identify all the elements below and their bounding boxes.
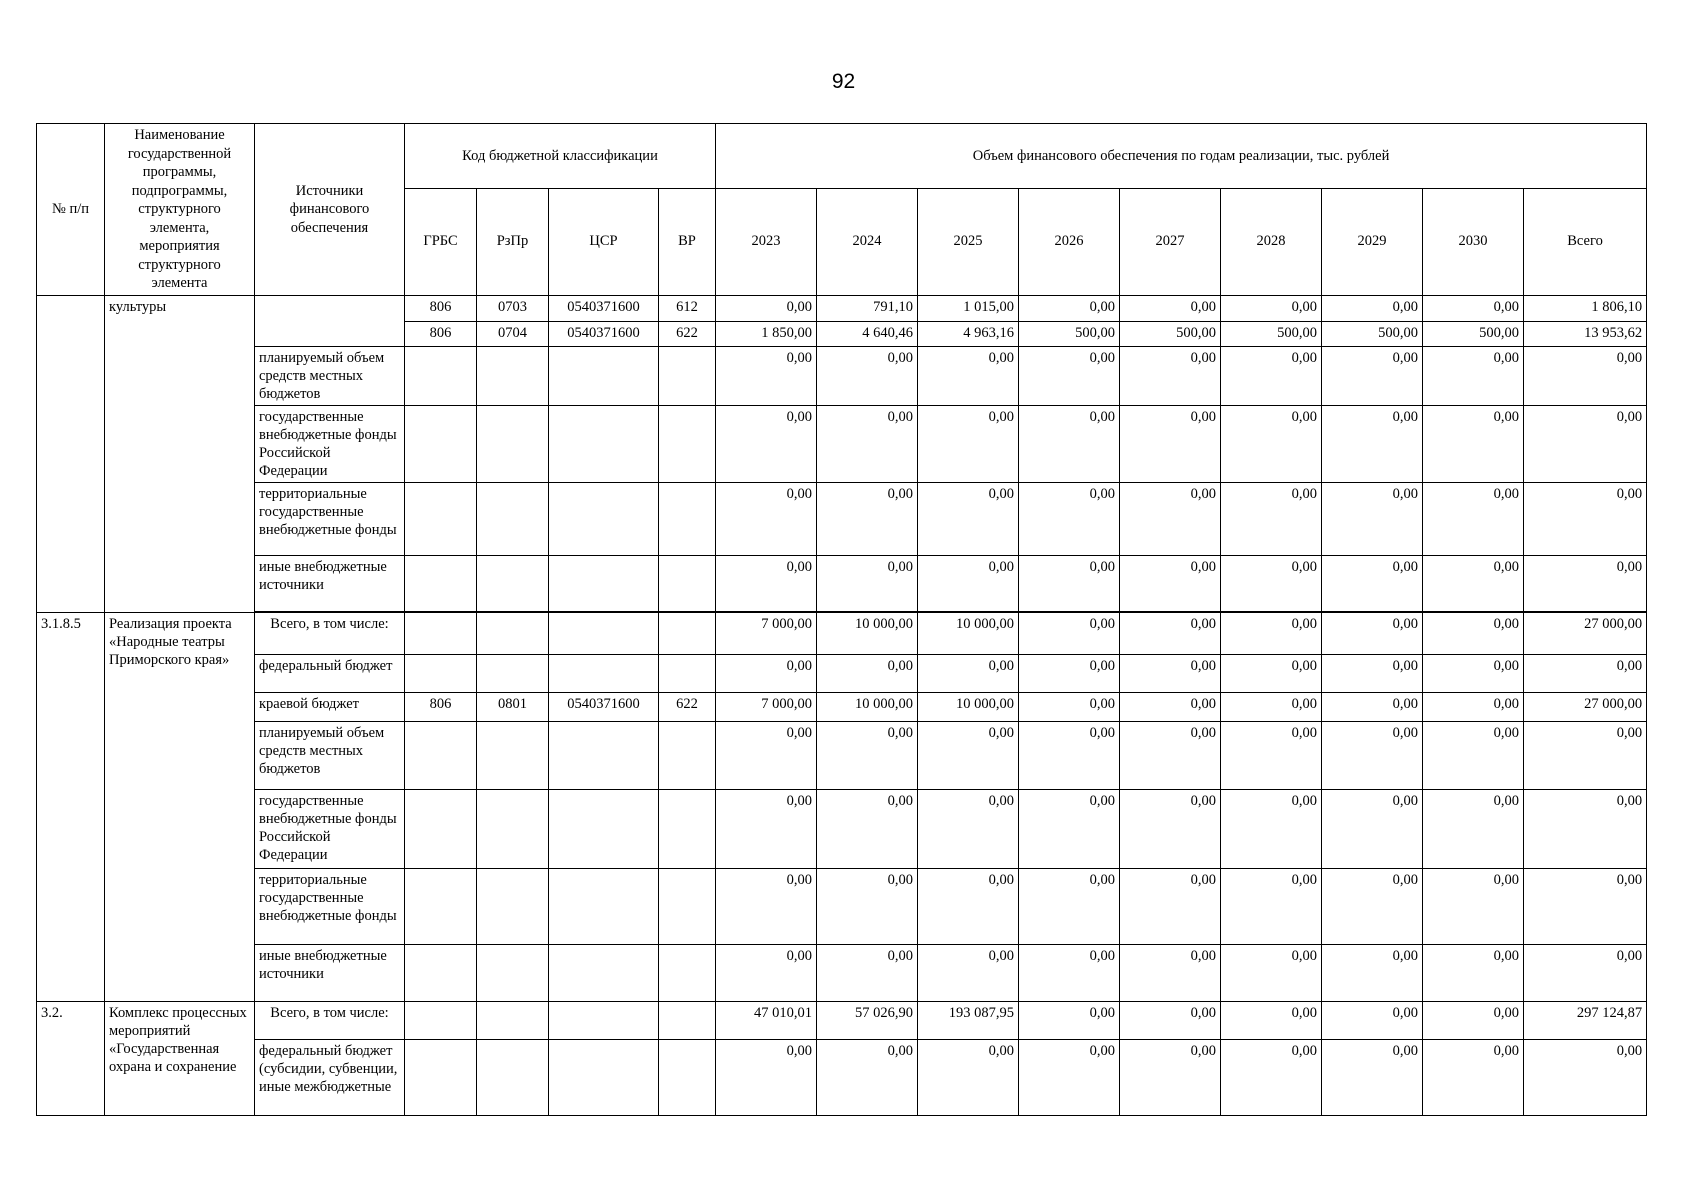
cell-value: 0,00 [1322, 482, 1423, 555]
cell-vr [659, 654, 716, 692]
cell-rzpr [477, 1001, 549, 1039]
cell-total: 0,00 [1524, 789, 1647, 868]
cell-vr [659, 405, 716, 482]
cell-value: 0,00 [1019, 295, 1120, 321]
cell-value: 0,00 [1120, 482, 1221, 555]
cell-value: 0,00 [1322, 612, 1423, 654]
cell-value: 0,00 [918, 346, 1019, 405]
cell-value: 0,00 [716, 1039, 817, 1115]
cell-value: 500,00 [1120, 321, 1221, 346]
cell-value: 0,00 [1322, 789, 1423, 868]
cell-value: 0,00 [1322, 692, 1423, 721]
cell-value: 0,00 [716, 482, 817, 555]
cell-grbs [405, 868, 477, 944]
cell-value: 0,00 [817, 1039, 918, 1115]
cell-grbs [405, 555, 477, 611]
cell-csr [549, 868, 659, 944]
cell-value: 0,00 [1423, 721, 1524, 789]
page-number: 92 [831, 70, 856, 93]
cell-grbs [405, 721, 477, 789]
cell-value: 0,00 [1322, 1039, 1423, 1115]
row-source: государственные внебюджетные фонды Российской Федерации [255, 789, 405, 868]
cell-value: 0,00 [817, 405, 918, 482]
cell-value: 0,00 [1120, 868, 1221, 944]
cell-vr: 612 [659, 295, 716, 321]
header-rzpr: РзПр [477, 188, 549, 295]
cell-total: 13 953,62 [1524, 321, 1647, 346]
cell-value: 0,00 [1423, 346, 1524, 405]
cell-value: 0,00 [1322, 654, 1423, 692]
cell-total: 27 000,00 [1524, 612, 1647, 654]
cell-csr [549, 555, 659, 611]
cell-value: 0,00 [716, 789, 817, 868]
header-year: 2024 [817, 188, 918, 295]
cell-value: 0,00 [1322, 295, 1423, 321]
cell-value: 0,00 [1120, 721, 1221, 789]
cell-value: 500,00 [1019, 321, 1120, 346]
cell-value: 0,00 [1221, 789, 1322, 868]
cell-value: 0,00 [1322, 944, 1423, 1001]
cell-value: 0,00 [1019, 405, 1120, 482]
row-source: федеральный бюджет [255, 654, 405, 692]
cell-csr [549, 721, 659, 789]
cell-value: 0,00 [716, 721, 817, 789]
cell-value: 4 640,46 [817, 321, 918, 346]
cell-value: 0,00 [1120, 346, 1221, 405]
cell-vr: 622 [659, 692, 716, 721]
cell-value: 0,00 [1019, 721, 1120, 789]
cell-grbs [405, 1039, 477, 1115]
cell-value: 0,00 [1322, 1001, 1423, 1039]
cell-value: 0,00 [1120, 612, 1221, 654]
header-year: 2029 [1322, 188, 1423, 295]
cell-value: 193 087,95 [918, 1001, 1019, 1039]
cell-value: 0,00 [817, 944, 918, 1001]
cell-value: 0,00 [918, 482, 1019, 555]
cell-rzpr: 0704 [477, 321, 549, 346]
cell-value: 0,00 [817, 346, 918, 405]
cell-value: 0,00 [1019, 346, 1120, 405]
cell-value: 0,00 [1423, 944, 1524, 1001]
header-num: № п/п [37, 124, 105, 296]
table-row [37, 1039, 1647, 1115]
cell-value: 0,00 [1221, 692, 1322, 721]
cell-value: 1 850,00 [716, 321, 817, 346]
table-row [37, 654, 1647, 692]
cell-value: 0,00 [1322, 405, 1423, 482]
cell-value: 0,00 [817, 868, 918, 944]
cell-rzpr [477, 1039, 549, 1115]
cell-vr [659, 868, 716, 944]
cell-vr [659, 721, 716, 789]
cell-csr [549, 346, 659, 405]
row-source: федеральный бюджет (субсидии, субвенции, иные межбюджетные [255, 1039, 405, 1115]
cell-csr: 0540371600 [549, 295, 659, 321]
cell-value: 0,00 [1019, 654, 1120, 692]
cell-rzpr [477, 868, 549, 944]
row-source: планируемый объем средств местных бюджетов [255, 346, 405, 405]
cell-value: 0,00 [1019, 789, 1120, 868]
cell-value: 0,00 [918, 789, 1019, 868]
header-year: 2028 [1221, 188, 1322, 295]
cell-value: 7 000,00 [716, 692, 817, 721]
cell-value: 0,00 [1019, 944, 1120, 1001]
cell-value: 0,00 [716, 555, 817, 611]
cell-value: 0,00 [1221, 405, 1322, 482]
cell-rzpr [477, 346, 549, 405]
row-name: культуры [105, 295, 255, 612]
cell-value: 0,00 [1423, 1001, 1524, 1039]
cell-value: 57 026,90 [817, 1001, 918, 1039]
cell-total: 0,00 [1524, 482, 1647, 555]
cell-value: 0,00 [716, 654, 817, 692]
cell-rzpr: 0801 [477, 692, 549, 721]
cell-total: 1 806,10 [1524, 295, 1647, 321]
cell-rzpr [477, 612, 549, 654]
cell-value: 0,00 [716, 346, 817, 405]
cell-total: 0,00 [1524, 405, 1647, 482]
cell-value: 0,00 [1423, 405, 1524, 482]
cell-value: 4 963,16 [918, 321, 1019, 346]
header-year: 2026 [1019, 188, 1120, 295]
header-sources: Источники финансового обеспечения [255, 124, 405, 296]
cell-value: 0,00 [1120, 1039, 1221, 1115]
header-year: 2023 [716, 188, 817, 295]
cell-value: 0,00 [1221, 1039, 1322, 1115]
row-num: 3.2. [37, 1001, 105, 1115]
cell-value: 0,00 [1221, 944, 1322, 1001]
cell-value: 0,00 [1423, 555, 1524, 611]
cell-vr [659, 612, 716, 654]
cell-value: 0,00 [1221, 721, 1322, 789]
cell-value: 0,00 [1120, 1001, 1221, 1039]
cell-value: 0,00 [1019, 1039, 1120, 1115]
cell-vr [659, 555, 716, 611]
row-source: иные внебюджетные источники [255, 944, 405, 1001]
cell-value: 0,00 [1221, 346, 1322, 405]
cell-total: 297 124,87 [1524, 1001, 1647, 1039]
cell-value: 0,00 [1423, 868, 1524, 944]
cell-rzpr: 0703 [477, 295, 549, 321]
row-source: государственные внебюджетные фонды Российской Федерации [255, 405, 405, 482]
cell-csr [549, 405, 659, 482]
cell-value: 0,00 [1120, 944, 1221, 1001]
budget-table [36, 123, 1647, 1116]
cell-value: 0,00 [1019, 868, 1120, 944]
cell-total: 0,00 [1524, 555, 1647, 611]
cell-rzpr [477, 654, 549, 692]
cell-value: 0,00 [716, 868, 817, 944]
cell-value: 0,00 [817, 789, 918, 868]
header-csr: ЦСР [549, 188, 659, 295]
table-row [37, 405, 1647, 482]
header-vr: ВР [659, 188, 716, 295]
cell-csr [549, 944, 659, 1001]
cell-csr [549, 612, 659, 654]
cell-value: 0,00 [1423, 482, 1524, 555]
cell-value: 791,10 [817, 295, 918, 321]
table-row [37, 1001, 1647, 1039]
header-volume: Объем финансового обеспечения по годам реализации, тыс. рублей [716, 124, 1647, 189]
cell-value: 0,00 [1221, 868, 1322, 944]
cell-grbs [405, 654, 477, 692]
header-year: 2030 [1423, 188, 1524, 295]
row-source: территориальные государственные внебюджетные фонды [255, 868, 405, 944]
cell-total: 0,00 [1524, 1039, 1647, 1115]
cell-csr: 0540371600 [549, 321, 659, 346]
row-name: Реализация проекта «Народные театры Приморского края» [105, 612, 255, 1001]
cell-rzpr [477, 944, 549, 1001]
cell-grbs: 806 [405, 692, 477, 721]
cell-vr [659, 482, 716, 555]
cell-value: 0,00 [1322, 346, 1423, 405]
cell-total: 27 000,00 [1524, 692, 1647, 721]
cell-grbs [405, 612, 477, 654]
cell-grbs [405, 346, 477, 405]
table-row [37, 868, 1647, 944]
cell-value: 0,00 [1221, 295, 1322, 321]
cell-csr [549, 1001, 659, 1039]
header-year: 2027 [1120, 188, 1221, 295]
cell-grbs: 806 [405, 295, 477, 321]
cell-value: 0,00 [1120, 295, 1221, 321]
cell-value: 0,00 [918, 405, 1019, 482]
cell-value: 0,00 [1322, 868, 1423, 944]
cell-value: 0,00 [817, 555, 918, 611]
cell-value: 0,00 [1120, 555, 1221, 611]
table-row [37, 346, 1647, 405]
cell-value: 0,00 [1423, 789, 1524, 868]
cell-value: 0,00 [1322, 721, 1423, 789]
cell-grbs [405, 944, 477, 1001]
cell-value: 0,00 [1120, 692, 1221, 721]
cell-value: 0,00 [1423, 692, 1524, 721]
cell-total: 0,00 [1524, 721, 1647, 789]
cell-value: 500,00 [1322, 321, 1423, 346]
table-row [37, 482, 1647, 555]
table-row [37, 692, 1647, 721]
cell-value: 7 000,00 [716, 612, 817, 654]
row-source: Всего, в том числе: [255, 1001, 405, 1039]
row-source: иные внебюджетные источники [255, 555, 405, 611]
cell-total: 0,00 [1524, 868, 1647, 944]
cell-rzpr [477, 405, 549, 482]
cell-csr [549, 654, 659, 692]
cell-value: 0,00 [918, 944, 1019, 1001]
cell-value: 0,00 [1120, 654, 1221, 692]
cell-value: 10 000,00 [918, 612, 1019, 654]
cell-value: 0,00 [1221, 555, 1322, 611]
cell-value: 0,00 [918, 654, 1019, 692]
row-source: Всего, в том числе: [255, 612, 405, 654]
cell-grbs [405, 405, 477, 482]
cell-value: 0,00 [918, 555, 1019, 611]
cell-value: 0,00 [918, 868, 1019, 944]
row-source: планируемый объем средств местных бюджетов [255, 721, 405, 789]
cell-value: 0,00 [1423, 295, 1524, 321]
cell-value: 0,00 [918, 1039, 1019, 1115]
table-row [37, 555, 1647, 611]
row-num: 3.1.8.5 [37, 612, 105, 1001]
table-row [37, 612, 1647, 654]
row-name: Комплекс процессных мероприятий «Государственная охрана и сохранение [105, 1001, 255, 1115]
table-row [37, 295, 1647, 321]
header-year: 2025 [918, 188, 1019, 295]
cell-value: 1 015,00 [918, 295, 1019, 321]
cell-value: 0,00 [1221, 654, 1322, 692]
cell-value: 0,00 [1120, 405, 1221, 482]
cell-value: 0,00 [1423, 612, 1524, 654]
header-grbs: ГРБС [405, 188, 477, 295]
cell-value: 0,00 [1019, 692, 1120, 721]
header-total: Всего [1524, 188, 1647, 295]
cell-rzpr [477, 789, 549, 868]
cell-csr [549, 789, 659, 868]
cell-value: 0,00 [1019, 482, 1120, 555]
cell-value: 0,00 [1221, 482, 1322, 555]
cell-value: 0,00 [1322, 555, 1423, 611]
cell-value: 0,00 [1221, 1001, 1322, 1039]
cell-value: 47 010,01 [716, 1001, 817, 1039]
cell-value: 10 000,00 [817, 692, 918, 721]
table-row [37, 789, 1647, 868]
cell-value: 0,00 [716, 405, 817, 482]
cell-value: 0,00 [817, 482, 918, 555]
cell-value: 0,00 [817, 721, 918, 789]
cell-csr: 0540371600 [549, 692, 659, 721]
header-name: Наименование государственной программы, подпрограммы, структурного элемента, мероприятия структурного элемента [105, 124, 255, 296]
cell-value: 500,00 [1221, 321, 1322, 346]
cell-value: 0,00 [1120, 789, 1221, 868]
cell-vr [659, 346, 716, 405]
cell-grbs [405, 482, 477, 555]
table-row [37, 721, 1647, 789]
table-row [37, 944, 1647, 1001]
cell-value: 0,00 [1423, 1039, 1524, 1115]
cell-value: 0,00 [1019, 555, 1120, 611]
cell-csr [549, 482, 659, 555]
cell-value: 10 000,00 [918, 692, 1019, 721]
row-source: территориальные государственные внебюджетные фонды [255, 482, 405, 555]
cell-csr [549, 1039, 659, 1115]
cell-vr [659, 944, 716, 1001]
cell-rzpr [477, 482, 549, 555]
cell-rzpr [477, 721, 549, 789]
cell-total: 0,00 [1524, 346, 1647, 405]
cell-grbs [405, 1001, 477, 1039]
cell-total: 0,00 [1524, 654, 1647, 692]
header-budget-code: Код бюджетной классификации [405, 124, 716, 189]
cell-grbs: 806 [405, 321, 477, 346]
cell-vr [659, 1039, 716, 1115]
cell-value: 0,00 [1019, 612, 1120, 654]
cell-vr [659, 789, 716, 868]
cell-value: 500,00 [1423, 321, 1524, 346]
cell-vr: 622 [659, 321, 716, 346]
cell-rzpr [477, 555, 549, 611]
row-source: краевой бюджет [255, 692, 405, 721]
cell-vr [659, 1001, 716, 1039]
row-num [37, 295, 105, 612]
cell-value: 0,00 [716, 295, 817, 321]
cell-value: 0,00 [817, 654, 918, 692]
cell-value: 0,00 [1423, 654, 1524, 692]
cell-total: 0,00 [1524, 944, 1647, 1001]
cell-value: 0,00 [1221, 612, 1322, 654]
cell-value: 10 000,00 [817, 612, 918, 654]
cell-value: 0,00 [1019, 1001, 1120, 1039]
cell-value: 0,00 [716, 944, 817, 1001]
row-source [255, 295, 405, 346]
cell-grbs [405, 789, 477, 868]
cell-value: 0,00 [918, 721, 1019, 789]
